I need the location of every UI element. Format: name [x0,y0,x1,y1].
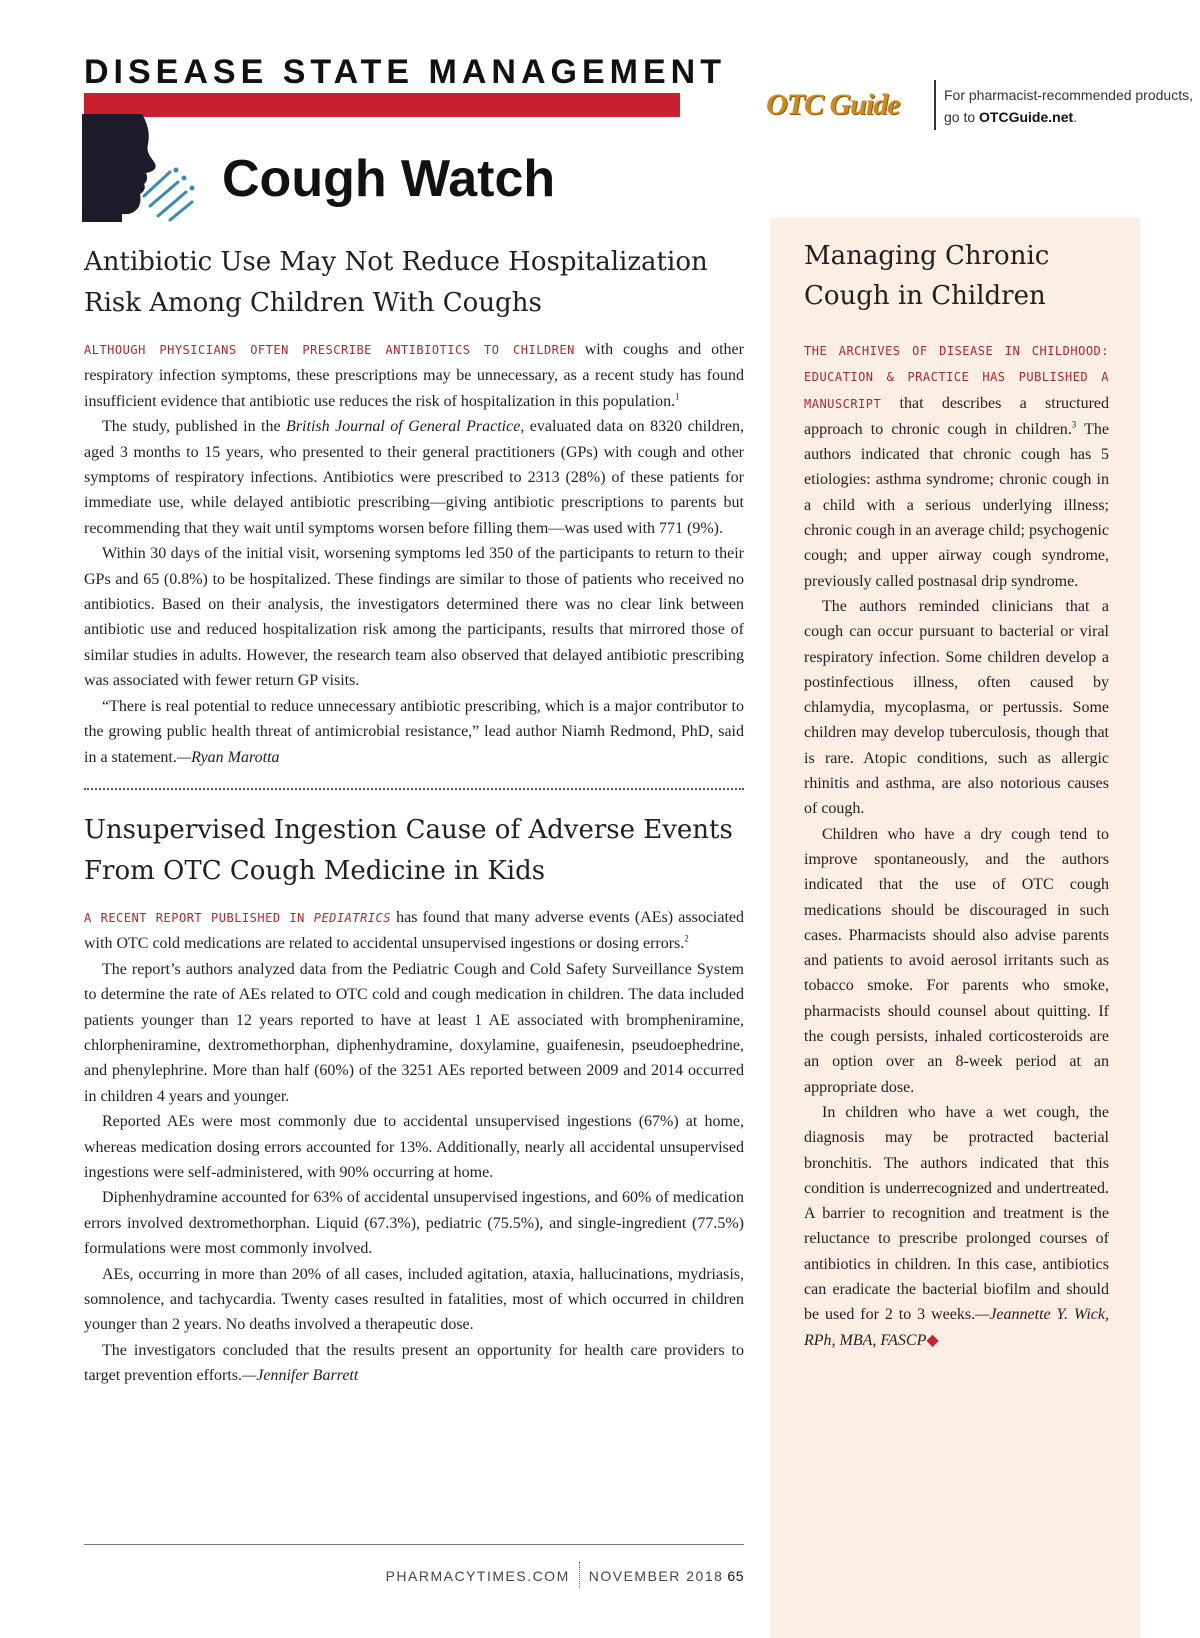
footnote-ref-3: 3 [1071,419,1077,430]
section-title: DISEASE STATE MANAGEMENT [84,53,726,91]
article1-paragraph-1 [84,337,744,414]
article2-title: Unsupervised Ingestion Cause of Adverse Events From OTC Cough Medicine in Kids [84,814,733,886]
footnote-ref-2: 2 [684,933,689,944]
article2-paragraph-3: Reported AEs were most commonly due to accidental unsupervised ingestions (67%) at home, whereas medication dosing errors accounted for 13%. Additionally, nearly all accidental unsupervised ingestions were self-administered, with 90% occurring at home. [84,1113,744,1181]
sidebar-author: —Jeannette Y. Wick, RPh, MBA, FASCP [804,1306,1109,1349]
sidebar-paragraph-1 [804,338,1109,594]
page-number: 65 [727,1568,744,1584]
main-column [84,242,744,1389]
otc-promo-text: For pharmacist-recommended products, go to [944,87,1193,125]
article2-body [84,905,744,1389]
article2-paragraph-5: AEs, occurring in more than 20% of all cases, included agitation, ataxia, hallucinations, mydriasis, somnolence, and tachycardia. Twenty cases resulted in fatalities, most of which occurred in children younger than 2 years. No deaths involved a therapeutic dose. [84,1265,744,1334]
article1-p4-text: “There is real potential to reduce unnecessary antibiotic prescribing, which is a major contributor to the growing public health threat of antimicrobial resistance,” lead author Niamh Redmond, PhD, said in a statement. [84,697,744,766]
article2-lead-journal: PEDIATRICS [313,910,391,925]
otc-guide-logo[interactable]: OTC Guide [766,88,900,121]
otc-guide-promo [944,84,1194,128]
footnote-ref-1: 1 [675,391,680,402]
footer-site[interactable]: PHARMACYTIMES.COM [385,1568,570,1584]
article1-paragraph-4 [84,694,744,770]
sidebar-p1-text: The authors indicated that chronic cough has 5 etiologies: asthma syndrome; chronic cough in a child with a serious underlying illness; chronic cough in an average child; psychogenic cough; and upper airway cough syndrome, previously called postnasal drip syndrome. [804,420,1109,590]
header-red-bar [84,93,680,117]
sidebar-p1-pre: that describes a structured approach to chronic cough in children. [804,394,1109,438]
page-title: Cough Watch [222,150,556,208]
article1-lead: ALTHOUGH PHYSICIANS OFTEN PRESCRIBE ANTIBIOTICS TO CHILDREN [84,343,575,357]
sidebar-paragraph-4 [804,1100,1109,1353]
otc-promo-period: . [1073,109,1078,125]
article2-p6-text: The investigators concluded that the results present an opportunity for health care providers to target prevention efforts. [84,1341,744,1385]
article1-body [84,337,744,770]
journal-name: British Journal of General Practice [286,418,521,436]
article1-p1-text: with coughs and other respiratory infection symptoms, these prescriptions may be unnecessary, as a recent study has found insufficient evidence that antibiotic use reduces the risk of hospitalization in this population. [84,341,744,410]
sidebar-paragraph-3: Children who have a dry cough tend to improve spontaneously, and the authors indicated that the use of OTC cough medications should be discouraged in such cases. Pharmacists should also advise parents and patients to avoid aerosol irritants such as tobacco smoke. For parents who smoke, pharmacists should counsel about quitting. If the cough persists, inhaled corticosteroids are an option over an 8-week period at an appropriate dose. [804,825,1109,1096]
article2-paragraph-1 [84,905,744,957]
end-mark-icon: ◆ [926,1331,939,1349]
footer-separator [579,1562,580,1588]
article1-title: Antibiotic Use May Not Reduce Hospitalization Risk Among Children With Coughs [84,247,708,318]
cough-spray-icon [140,166,196,222]
sidebar-p4-text: In children who have a wet cough, the diagnosis may be protracted bacterial bronchitis. The authors indicated that this condition is underrecognized and undertreated. A barrier to recognition and treatment is the reluctance to prescribe prolonged courses of antibiotics in children. In this case, antibiotics can eradicate the bacterial biofilm and should be used for 2 to 3 weeks. [804,1103,1109,1324]
article2-paragraph-2: The report’s authors analyzed data from the Pediatric Cough and Cold Safety Surveillance System to determine the rate of AEs related to OTC cold and cough medication in children. The data included patients younger than 12 years reported to have at least 1 AE associated with brompheniramine, chlorpheniramine, dextromethorphan, diphenhydramine, doxylamine, guaifenesin, pseudoephedrine, and phenylephrine. More than half (60%) of the 3251 AEs reported between 2009 and 2014 occurred in children 4 years and younger. [84,960,744,1105]
article1-paragraph-3: Within 30 days of the initial visit, worsening symptoms led 350 of the participants to return to their GPs and 65 (0.8%) to be hospitalized. These findings are similar to those of patients who received no antibiotics. Based on their analysis, the investigators determined there was no clear link between antibiotic use and reduced hospitalization risk among the participants, results that mirrored those of similar studies in adults. However, the research team also observed that delayed antibiotic prescribing was associated with fewer return GP visits. [84,545,744,690]
footer-rule [84,1544,744,1545]
article2-author: —Jennifer Barrett [242,1367,359,1385]
otc-divider [934,80,936,130]
otc-guide-link[interactable]: OTCGuide.net [979,109,1074,125]
article1-p2-pre: The study, published in the [102,418,287,436]
page-footer [84,1562,744,1584]
sidebar-lead: THE ARCHIVES OF DISEASE IN CHILDHOOD: EDUCATION & PRACTICE HAS PUBLISHED A MANUSCRIPT [804,344,1109,411]
sidebar-paragraph-2: The authors reminded clinicians that a cough can occur pursuant to bacterial or viral respiratory infection. Some children develop a postinfectious illness, often caused by chlamydia, mycoplasma, or pertussis. Some children may develop tuberculosis, though that is rare. Atopic conditions, such as allergic rhinitis and asthma, are also notorious causes of cough. [804,597,1109,818]
article1-author: —Ryan Marotta [176,748,280,766]
footer-issue: NOVEMBER 2018 [588,1568,724,1584]
sidebar-content [804,236,1109,1353]
article-divider [84,788,744,790]
article2-p1-text: has found that many adverse events (AEs) associated with OTC cold medications are related to accidental unsupervised ingestions or dosing errors. [84,908,745,953]
article1-paragraph-2 [84,414,744,541]
sidebar-body [804,338,1109,1353]
article2-paragraph-6 [84,1338,744,1389]
article1-p2-text: , evaluated data on 8320 children, aged 3 months to 15 years, who presented to their general practitioners (GPs) with cough and other symptoms of respiratory infections. Antibiotics were prescribed to 2313 (28%) of these patients for immediate use, while delayed antibiotic prescribing—giving antibiotic prescriptions to parents but recommending that they wait until symptoms worsen before filling them—was used with 771 (9%). [84,418,745,537]
sidebar-title: Managing Chronic Cough in Children [804,241,1050,311]
sidebar [770,218,1140,1638]
article2-paragraph-4: Diphenhydramine accounted for 63% of accidental unsupervised ingestions, and 60% of medication errors involved dextromethorphan. Liquid (67.3%), pediatric (75.5%), and single-ingredient (77.5%) formulations were most commonly involved. [84,1189,744,1258]
article2-lead: A RECENT REPORT PUBLISHED IN [84,910,314,925]
